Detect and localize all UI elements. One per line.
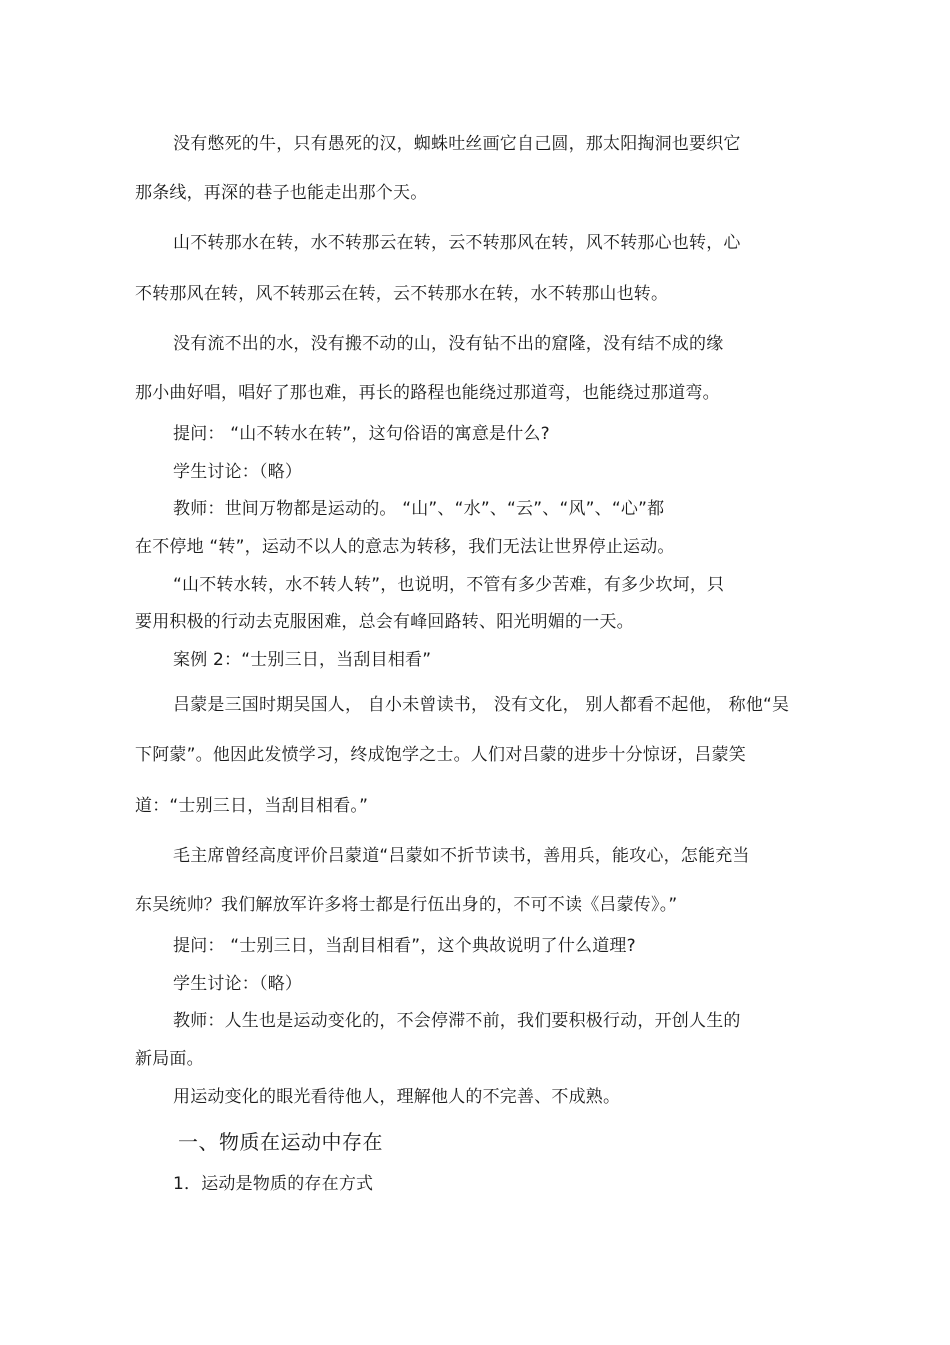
text-line: 没有憋死的牛，只有愚死的汉，蜘蛛吐丝画它自己圆，那太阳掏洞也要织它 <box>173 134 741 154</box>
teacher-line: 教师：世间万物都是运动的。 “山”、“水”、“云”、“风”、“心”都 <box>173 499 665 519</box>
text-line: 道：“士别三日，当刮目相看。” <box>135 796 369 816</box>
discussion-line: 学生讨论：（略） <box>173 462 303 482</box>
case-title: 案例 2：“士别三日，当刮目相看” <box>173 650 432 670</box>
question-line: 提问： “山不转水在转”，这句俗语的寓意是什么? <box>173 424 550 444</box>
text-line: 没有流不出的水，没有搬不动的山，没有钻不出的窟隆，没有结不成的缘 <box>173 334 724 354</box>
text-line: 山不转那水在转，水不转那云在转，云不转那风在转，风不转那心也转，心 <box>173 233 741 253</box>
text-line: 那小曲好唱，唱好了那也难，再长的路程也能绕过那道弯，也能绕过那道弯。 <box>135 383 720 403</box>
section-heading: 一、物质在运动中存在 <box>178 1130 383 1154</box>
text-line: 用运动变化的眼光看待他人，理解他人的不完善、不成熟。 <box>173 1087 621 1107</box>
text-line: 吕蒙是三国时期吴国人， 自小未曾读书， 没有文化， 别人都看不起他， 称他“吴 <box>173 695 790 715</box>
subsection-heading: 1．运动是物质的存在方式 <box>173 1174 374 1194</box>
text-line: 不转那风在转，风不转那云在转，云不转那水在转，水不转那山也转。 <box>135 284 669 304</box>
text-line: 在不停地 “转”，运动不以人的意志为转移，我们无法让世界停止运动。 <box>135 537 675 557</box>
discussion-line: 学生讨论：（略） <box>173 974 303 994</box>
text-line: 新局面。 <box>135 1049 204 1069</box>
text-line: 要用积极的行动去克服困难，总会有峰回路转、阳光明媚的一天。 <box>135 612 634 632</box>
teacher-line: 教师：人生也是运动变化的，不会停滞不前，我们要积极行动，开创人生的 <box>173 1011 741 1031</box>
text-line: 东吴统帅？我们解放军许多将士都是行伍出身的，不可不读《吕蒙传》。” <box>135 895 678 915</box>
text-line: 那条线，再深的巷子也能走出那个天。 <box>135 183 428 203</box>
text-line: 下阿蒙”。他因此发愤学习，终成饱学之士。人们对吕蒙的进步十分惊讶，吕蒙笑 <box>135 745 747 765</box>
question-line: 提问： “士别三日，当刮目相看”，这个典故说明了什么道理? <box>173 936 636 956</box>
text-line: 毛主席曾经高度评价吕蒙道“吕蒙如不折节读书，善用兵，能攻心，怎能充当 <box>173 846 750 866</box>
text-line: “山不转水转，水不转人转”，也说明，不管有多少苦难，有多少坎坷，只 <box>173 575 725 595</box>
